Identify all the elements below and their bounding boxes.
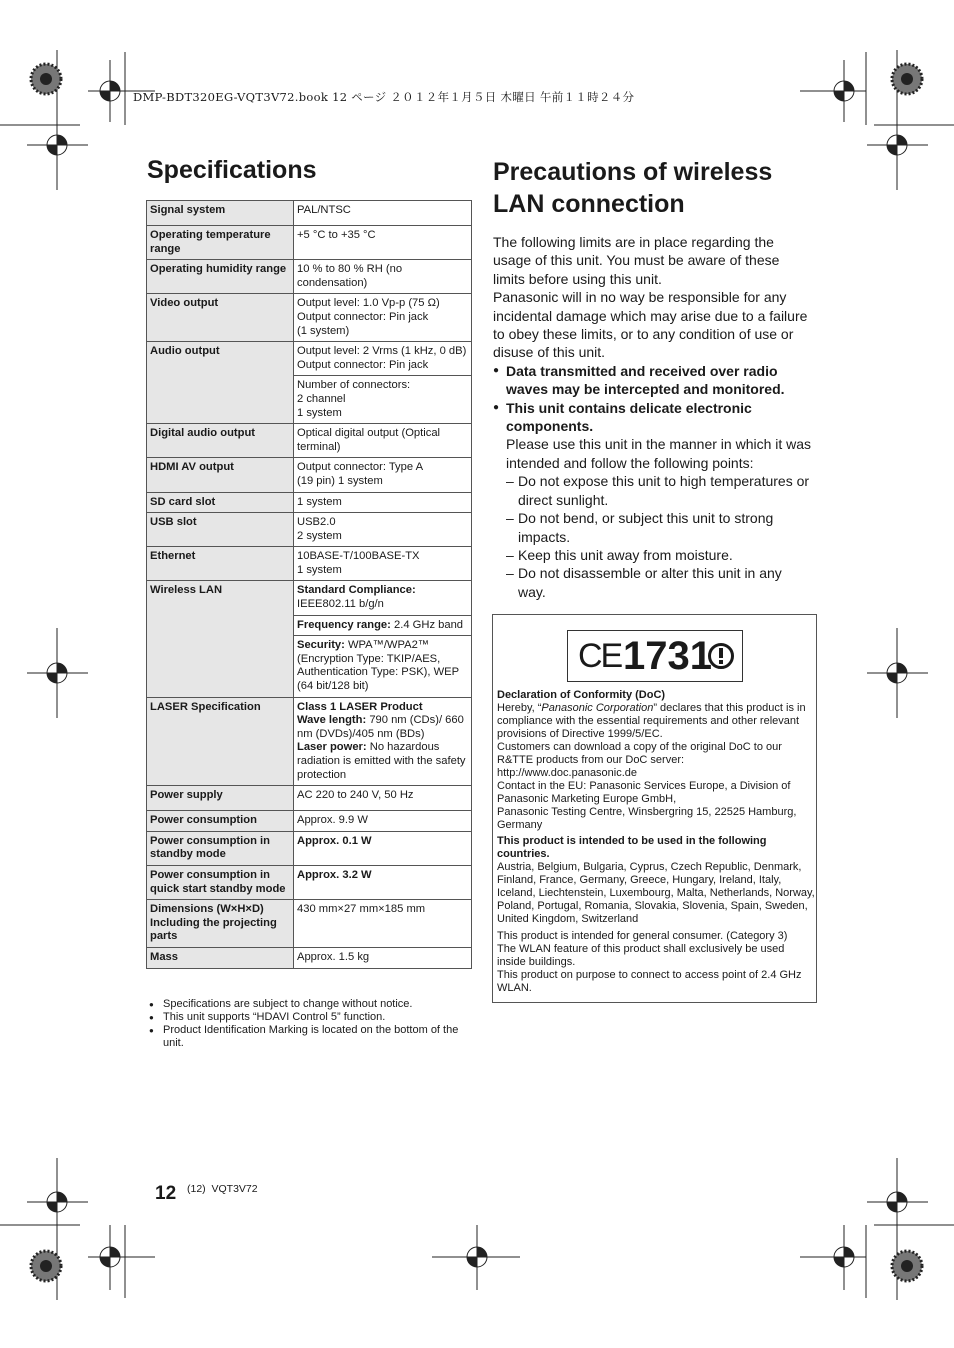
table-row — [147, 342, 472, 376]
spec-value: 430 mm×27 mm×185 mm — [294, 900, 472, 948]
laser-power-value: No hazardous radiation is emitted with the safety protection — [297, 741, 466, 781]
note-item: ● This unit supports “HDAVI Control 5” function. — [147, 1011, 472, 1024]
doc-category: This product is intended for general consumer. (Category 3) — [497, 930, 788, 942]
spec-label: Operating temperature range — [147, 226, 294, 260]
table-row — [147, 201, 472, 226]
spec-value: Approx. 0.1 W — [294, 831, 472, 865]
dash-item: – Keep this unit away from moisture. — [493, 546, 813, 564]
spec-label: Mass — [147, 947, 294, 968]
compliance-value: IEEE802.11 b/g/n — [297, 598, 384, 611]
doc-address: Panasonic Testing Centre, Winsbergring 15, 22525 Hamburg, Germany — [497, 806, 797, 831]
table-row — [147, 581, 472, 615]
bullet-delicate: ● This unit contains delicate electronic components. — [493, 399, 813, 436]
spec-value: Output connector: Type A (19 pin) 1 system — [294, 458, 472, 492]
spec-label: SD card slot — [147, 492, 294, 513]
spec-label: Ethernet — [147, 547, 294, 581]
intro-paragraph: The following limits are in place regarding the usage of this unit. You must be aware of these limits before using this unit. — [493, 234, 780, 287]
doc-download: Customers can download a copy of the original DoC to our R&TTE products from our DoC server: — [497, 741, 782, 766]
spec-value: Number of connectors: 2 channel 1 system — [294, 376, 472, 424]
spec-value: Optical digital output (Optical terminal) — [294, 424, 472, 458]
spec-value: PAL/NTSC — [294, 201, 472, 226]
page-number: 12 — [155, 1183, 177, 1204]
table-row — [147, 786, 472, 811]
specifications-title: Specifications — [147, 156, 317, 184]
laser-class: Class 1 LASER Product — [297, 700, 423, 713]
ce-mark: CE — [578, 637, 622, 675]
bullet-intercept: ● Data transmitted and received over radio waves may be intercepted and monitored. — [493, 362, 813, 399]
precautions-body — [493, 233, 813, 601]
responsibility-paragraph: Panasonic will in no way be responsible for any incidental damage which may arise due to a failure to obey these limits, or to any condition of use or disuse of this unit. — [493, 289, 808, 361]
spec-value: +5 °C to +35 °C — [294, 226, 472, 260]
table-row — [147, 226, 472, 260]
compliance-label: Standard Compliance: — [297, 584, 416, 597]
dash-item: – Do not bend, or subject this unit to strong impacts. — [493, 509, 813, 546]
precautions-title: Precautions of wireless LAN connection — [493, 158, 773, 218]
spec-label: Operating humidity range — [147, 260, 294, 294]
spec-value: 10 % to 80 % RH (no condensation) — [294, 260, 472, 294]
table-row — [147, 294, 472, 342]
table-row — [147, 547, 472, 581]
table-row — [147, 458, 472, 492]
wave-length-label: Wave length: — [297, 714, 367, 727]
wave-length-value: 790 nm (CDs)/ 660 nm (DVDs)/405 nm (BDs) — [297, 714, 464, 740]
usage-instruction: Please use this unit in the manner in which it was intended and follow the following points: — [506, 436, 812, 471]
note-item: ● Product Identification Marking is located on the bottom of the unit. — [147, 1024, 472, 1050]
ce-number: 1731 — [623, 634, 712, 678]
spec-value: Approx. 9.9 W — [294, 811, 472, 832]
table-row — [147, 492, 472, 513]
company-name: Panasonic Corporation — [541, 702, 654, 714]
table-row — [147, 900, 472, 948]
doc-heading: Declaration of Conformity (DoC) — [497, 689, 666, 701]
countries-list: Austria, Belgium, Bulgaria, Cyprus, Czech Republic, Denmark, Finland, France, Germany, Greece, Hungary, Ireland, Italy, Iceland, Liechtenstein, Luxembourg, Malta, Netherlands, Norway, Poland, Portugal, Romania, Slovakia, Slovenia, Spain, Sweden, United Kingdom, Switzerland — [497, 861, 815, 925]
table-row — [147, 513, 472, 547]
spec-label: Power supply — [147, 786, 294, 811]
hereby-suffix: ” declares that this product is in compliance with the essential requirements and other relevant provisions of Directive 1999/5/EC. — [497, 702, 806, 740]
doc-access: This product on purpose to connect to access point of 2.4 GHz WLAN. — [497, 969, 802, 994]
spec-value: Output level: 2 Vrms (1 kHz, 0 dB) Output connector: Pin jack — [294, 342, 472, 376]
frequency-label: Frequency range: — [297, 618, 391, 631]
table-row — [147, 697, 472, 786]
hereby-prefix: Hereby, “ — [497, 702, 542, 714]
spec-value: 10BASE-T/100BASE-TX 1 system — [294, 547, 472, 581]
print-header: DMP-BDT320EG-VQT3V72.book 12 ページ ２０１２年１月５日 木曜日 午前１１時２４分 — [133, 90, 635, 104]
spec-notes — [147, 998, 472, 1050]
page-reference: (12) VQT3V72 — [187, 1183, 258, 1195]
countries-heading: This product is intended to be used in the following countries. — [497, 835, 767, 860]
dash-item: – Do not expose this unit to high temperatures or direct sunlight. — [493, 472, 813, 509]
spec-label: LASER Specification — [147, 697, 294, 786]
spec-value: Approx. 1.5 kg — [294, 947, 472, 968]
table-row — [147, 811, 472, 832]
spec-value: USB2.0 2 system — [294, 513, 472, 547]
table-row — [147, 831, 472, 865]
spec-value — [294, 581, 472, 615]
spec-value: AC 220 to 240 V, 50 Hz — [294, 786, 472, 811]
doc-url: http://www.doc.panasonic.de — [497, 767, 638, 779]
dash-item: – Do not disassemble or alter this unit in any way. — [493, 564, 813, 601]
spec-value: Approx. 3.2 W — [294, 865, 472, 899]
doc-wlan: The WLAN feature of this product shall exclusively be used inside buildings. — [497, 943, 785, 968]
table-row — [147, 260, 472, 294]
laser-power-label: Laser power: — [297, 741, 367, 754]
spec-label: Power consumption — [147, 811, 294, 832]
spec-label: USB slot — [147, 513, 294, 547]
spec-value — [294, 636, 472, 697]
ce-mark-frame — [567, 630, 743, 682]
doc-hereby — [497, 702, 815, 741]
declaration-text — [497, 689, 815, 995]
spec-label: Audio output — [147, 342, 294, 424]
spec-label: Digital audio output — [147, 424, 294, 458]
alert-icon — [707, 642, 735, 670]
table-row — [147, 424, 472, 458]
spec-label: Signal system — [147, 201, 294, 226]
note-item: ● Specifications are subject to change without notice. — [147, 998, 472, 1011]
spec-value — [294, 615, 472, 636]
spec-value — [294, 697, 472, 786]
spec-label: Power consumption in standby mode — [147, 831, 294, 865]
specifications-table — [146, 200, 472, 969]
spec-label: Power consumption in quick start standby mode — [147, 865, 294, 899]
frequency-value: 2.4 GHz band — [394, 618, 464, 631]
spec-label: Wireless LAN — [147, 581, 294, 697]
spec-label: Video output — [147, 294, 294, 342]
spec-value: Output level: 1.0 Vp-p (75 Ω) Output connector: Pin jack (1 system) — [294, 294, 472, 342]
spec-label: HDMI AV output — [147, 458, 294, 492]
doc-contact: Contact in the EU: Panasonic Services Europe, a Division of Panasonic Marketing Europe GmbH, — [497, 780, 791, 805]
spec-label: Dimensions (W×H×D) Including the projecting parts — [147, 900, 294, 948]
spec-value: 1 system — [294, 492, 472, 513]
table-row — [147, 865, 472, 899]
table-row — [147, 947, 472, 968]
security-value: WPA™/WPA2™ (Encryption Type: TKIP/AES, Authentication Type: PSK), WEP (64 bit/128 bit) — [297, 639, 459, 693]
security-label: Security: — [297, 639, 345, 652]
